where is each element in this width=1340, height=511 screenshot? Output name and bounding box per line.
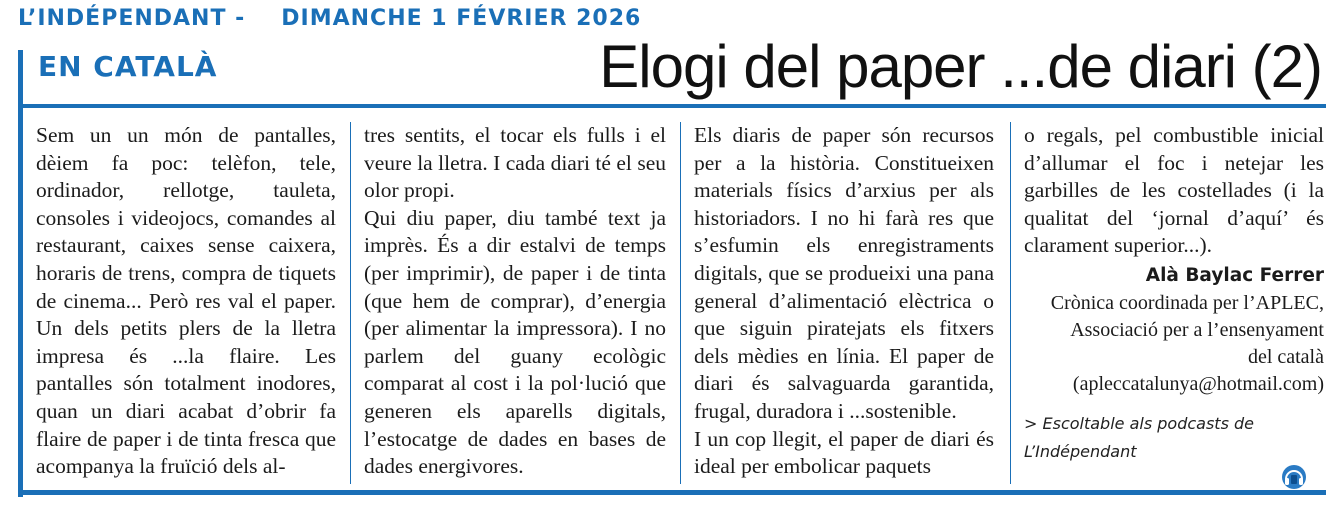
paper-name: L’INDÉPENDANT -	[18, 6, 246, 31]
title-rule	[18, 104, 1326, 108]
headphones-icon	[1280, 462, 1308, 490]
podcast-line: > Escoltable als podcasts de	[1024, 413, 1254, 433]
paragraph: Els diaris de paper són recursos per a la història. Constitueixen materials físics d’arxius per als historiadors. I no hi farà res que s’esfumin els enregistraments digitals, que se produeixi una pana general d’alimentació elèctrica o que siguin piratejats els fitxers dels mèdies en línia. El paper de diari és salvaguarda garantida, frugal, duradora i ...sostenible.	[694, 123, 994, 423]
left-border	[18, 50, 23, 497]
credit-line: del català	[1247, 345, 1324, 368]
column-divider	[680, 122, 681, 484]
paragraph: I un cop llegit, el paper de diari és ideal per embolicar paquets	[694, 426, 994, 479]
credit-note	[1024, 290, 1324, 398]
paragraph: o regals, pel combustible inicial d’allumar el foc i netejar les garbilles de les costellades (i la qualitat del ‘jornal d’aquí’ és clarament superior...).	[1024, 123, 1324, 258]
column-divider	[350, 122, 351, 484]
author-name: Alà Baylac Ferrer	[1145, 264, 1324, 286]
paragraph: Sem un un món de pantalles, dèiem fa poc: telèfon, tele, ordinador, rellotge, tauleta, consoles i videojocs, comandes al restaurant, caixes sense caixera, horaris de trens, compra de tiquets de cinema... Però res val el paper. Un dels petits plers de la lletra impresa és ...la flaire. Les pantalles són totalment inodores, quan un diari acabat d’obrir fa flaire de paper i de tinta fresca que acompanya la fruïció dels al-	[36, 123, 336, 479]
issue-date: DIMANCHE 1 FÉVRIER 2026	[281, 6, 642, 31]
podcast-line: L’Indépendant	[1024, 441, 1137, 461]
paragraph: tres sentits, el tocar els fulls i el veure la lletra. I cada diari té el seu olor propi.	[364, 123, 666, 203]
article-headline: Elogi del paper ...de diari (2)	[599, 33, 1322, 100]
paragraph: Qui diu paper, diu també text ja imprès. És a dir estalvi de temps (per imprimir), de paper i de tinta (que hem de comprar), d’energia (per alimentar la impressora). I no parlem del guany ecològic comparat al cost i la pol·lució que generen els aparells digitals, l’estocatge de dades en bases de dades energivores.	[364, 205, 666, 479]
article-column-4	[1024, 122, 1324, 466]
column-divider	[1010, 122, 1011, 484]
article-column-3	[694, 122, 994, 481]
credit-line: Associació per a l’ensenyament	[1070, 318, 1324, 341]
podcast-note	[1024, 410, 1324, 466]
masthead	[18, 6, 641, 31]
section-label: EN CATALÀ	[38, 50, 218, 83]
article-column-2	[364, 122, 666, 481]
contact-email: (apleccatalunya@hotmail.com)	[1072, 372, 1324, 395]
bottom-border	[18, 490, 1326, 495]
credit-line: Crònica coordinada per l’APLEC,	[1050, 291, 1324, 314]
article-column-1	[36, 122, 336, 481]
